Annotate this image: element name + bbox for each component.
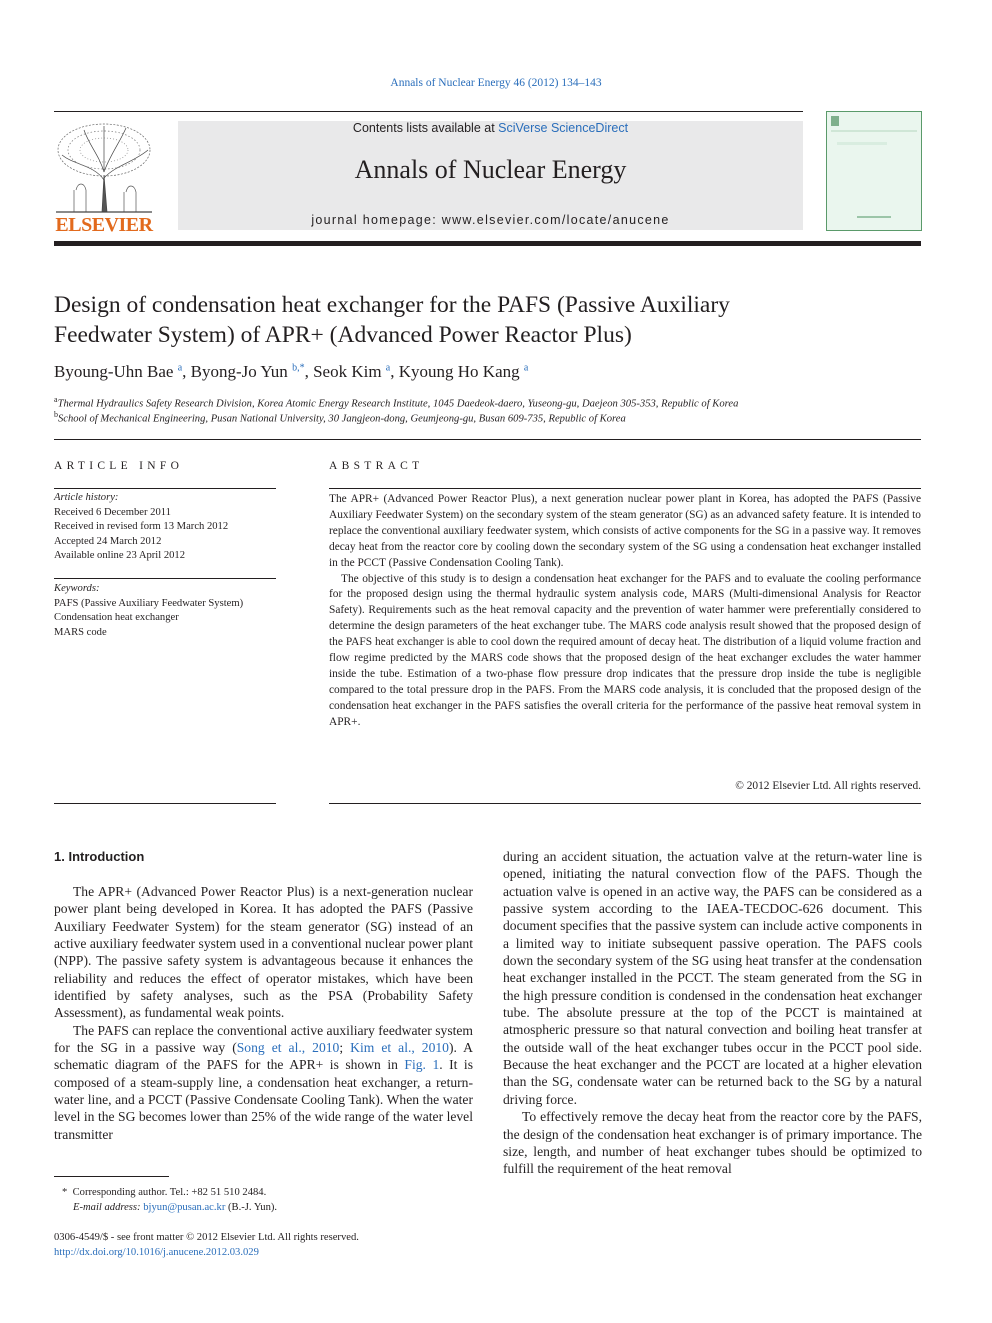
author-name[interactable]: Seok Kim xyxy=(313,362,382,381)
citation-separator: ; xyxy=(339,1040,351,1056)
abstract-heading: ABSTRACT xyxy=(329,460,424,472)
history-item: Available online 23 April 2012 xyxy=(54,550,186,561)
body-paragraph: The APR+ (Advanced Power Reactor Plus) is a next-generation nuclear power plant being developed in Korea. It has adopted the PAFS (Passive Auxiliary Feedwater System) for the steam generator (SG) instead of an active auxiliary feedwater system used in a conventional nuclear power plant (NPP). The passive safety system is advantageous because it enhances the reliability and reduces the effect of operator mistakes, which have been identified by safety analyses, such as the PSA (Probability Safety Assessment), as fundamental weak points. xyxy=(54,884,473,1021)
paragraph-text: . It is composed of a steam-supply line, a condensation heat exchanger, a return-water line, and a PCCT (Passive Condensate Cooling Tank). When the water level in the SG becomes lower than 25% of the wide range of the water level transmitter xyxy=(54,1057,473,1142)
paragraph-text: The PAFS can replace the conventional active auxiliary feedwater system for the SG in a passive way ( xyxy=(54,1022,473,1056)
article-title xyxy=(54,290,934,350)
abstract-copyright: © 2012 Elsevier Ltd. All rights reserved. xyxy=(735,780,921,792)
body-paragraph: during an accident situation, the actuation valve at the return-water line is opened, initiating the natural convection flow of the PAFS. Though the actuation valve is opened in an active way, the PAFS can be considered as a passive system according to the IAEA-TECDOC-626 document. This document specifies that the passive system can include active components in a limited way to initiate subsequent passive operation. The PAFS cools down the secondary system of the SG using heat transfer at the condensation heat exchanger installed in the PCCT. The steam generated from the SG in the high pressure condition is condensed in the condensation heat exchanger tube. The absolute pressure at the top of the PCCT is maintained at atmospheric pressure so that natural convection and boiling heat transfer at the outside wall of the heat exchanger tubes occur in the PCCT pool side. Because the heat exchanger and the PCCT are located at a higher elevation than the SG, condensate water can be returned back to the SG by a natural driving force. xyxy=(503,849,922,1107)
sciencedirect-link[interactable]: SciVerse ScienceDirect xyxy=(498,121,629,135)
article-title-line-1: Design of condensation heat exchanger for the PAFS (Passive Auxiliary xyxy=(54,292,730,318)
affiliation-text: Thermal Hydraulics Safety Research Division, Korea Atomic Energy Research Institute, 1045 Daedeok-daero, Yuseong-gu, Daejeon 305-353, Republic of Korea xyxy=(57,398,739,410)
journal-homepage[interactable]: journal homepage: www.elsevier.com/locate/anucene xyxy=(311,213,670,227)
contents-line xyxy=(178,121,803,135)
journal-title: Annals of Nuclear Energy xyxy=(354,155,627,184)
author-affiliation-mark[interactable]: a xyxy=(177,362,183,374)
keywords-label: Keywords: xyxy=(54,583,100,594)
body-left-column xyxy=(54,883,473,1143)
affiliation-mark: b xyxy=(54,410,58,419)
email-line xyxy=(54,1200,354,1215)
doi-link[interactable]: http://dx.doi.org/10.1016/j.anucene.2012.03.029 xyxy=(54,1247,259,1258)
abstract-rule xyxy=(329,488,921,489)
journal-cover-thumbnail[interactable] xyxy=(826,111,922,231)
body-paragraph: To effectively remove the decay heat from the reactor core by the PAFS, the design of the condensation heat exchanger is of primary importance. The size, length, and number of heat exchanger tubes should be optimized to fulfill the requirement of the heat removal xyxy=(503,1109,922,1177)
citation-link[interactable]: Song et al., 2010 xyxy=(236,1040,340,1056)
keyword-item: PAFS (Passive Auxiliary Feedwater System) xyxy=(54,597,244,609)
corresponding-text: Corresponding author. Tel.: +82 51 510 2484. xyxy=(72,1187,267,1198)
keyword-item: MARS code xyxy=(54,626,107,638)
article-history xyxy=(54,491,276,564)
footnote-rule xyxy=(54,1176,169,1177)
citation-link[interactable]: Kim et al., 2010 xyxy=(350,1040,449,1056)
journal-reference[interactable]: Annals of Nuclear Energy 46 (2012) 134–143 xyxy=(390,77,602,89)
keywords-block xyxy=(54,582,276,640)
affiliation-text: School of Mechanical Engineering, Pusan National University, 30 Jangjeon-dong, Geumjeong-gu, Busan 609-735, Republic of Korea xyxy=(58,413,626,425)
author-affiliation-mark[interactable]: a xyxy=(523,362,529,374)
email-link[interactable]: bjyun@pusan.ac.kr xyxy=(143,1202,226,1213)
article-info-heading: ARTICLE INFO xyxy=(54,460,184,472)
section-heading: 1. Introduction xyxy=(54,849,145,864)
author-name[interactable]: Byoung-Uhn Bae xyxy=(54,362,174,381)
author-name[interactable]: Kyoung Ho Kang xyxy=(398,362,520,381)
keyword-item: Condensation heat exchanger xyxy=(54,612,179,623)
elsevier-logo xyxy=(54,120,154,234)
front-matter xyxy=(54,1230,474,1260)
email-label: E-mail address: xyxy=(73,1202,141,1213)
title-divider xyxy=(54,439,921,440)
history-item: Received 6 December 2011 xyxy=(54,506,171,518)
body-paragraph xyxy=(54,1022,473,1143)
abstract-body xyxy=(329,492,921,731)
author-name[interactable]: Byong-Jo Yun xyxy=(190,362,288,381)
abstract-bottom-rule xyxy=(329,803,921,804)
affiliation-mark: a xyxy=(54,395,58,404)
article-info-rule xyxy=(54,488,276,489)
author-affiliation-mark[interactable]: b,* xyxy=(292,362,305,374)
article-history-label: Article history: xyxy=(54,492,119,503)
abstract-paragraph: The APR+ (Advanced Power Reactor Plus), a next generation nuclear power plant in Korea, has adopted the PAFS (Passive Auxiliary Feedwater System) on the secondary system of the steam generator (SG) as an advanced safety feature. It is intended to replace the conventional auxiliary feedwater system, which consists of active components for the SG in a passive way. It removes decay heat from the reactor core by cooling down the secondary system of the SG using a condensation heat exchanger installed in the PCCT (Passive Condensation Cooling Tank). xyxy=(329,493,921,569)
affiliation-a xyxy=(54,395,934,410)
article-title-line-2: Feedwater System) of APR+ (Advanced Power Reactor Plus) xyxy=(54,322,632,348)
body-right-column xyxy=(503,848,922,1178)
article-info-bottom-rule xyxy=(54,803,276,804)
history-item: Accepted 24 March 2012 xyxy=(54,535,162,547)
contents-prefix: Contents lists available at xyxy=(352,121,499,135)
cover-image-icon xyxy=(827,112,921,230)
journal-banner xyxy=(178,121,803,230)
elsevier-wordmark: ELSEVIER xyxy=(55,214,153,236)
keywords-rule xyxy=(54,578,276,579)
author-affiliation-mark[interactable]: a xyxy=(385,362,391,374)
header-top-rule xyxy=(54,111,803,112)
figure-link[interactable]: Fig. 1 xyxy=(404,1057,440,1073)
corresponding-author-note xyxy=(54,1185,354,1215)
corresponding-author-line: * Corresponding author. Tel.: +82 51 510 2484. xyxy=(62,1187,267,1198)
issn-line: 0306-4549/$ - see front matter © 2012 Elsevier Ltd. All rights reserved. xyxy=(54,1232,359,1243)
elsevier-tree-icon xyxy=(54,120,154,214)
paragraph-text: ). A schematic diagram of the PAFS for the APR+ is shown in xyxy=(54,1040,473,1073)
abstract-paragraph: The objective of this study is to design a condensation heat exchanger for the PAFS and to evaluate the cooling performance for the proposed design using the thermal hydraulic system analysis code, MARS (Multi-dimensional Analysis for Reactor Safety). Requirements such as the heat removal capacity and the prevention of water hammer were preferentially considered to determine the design parameters of the heat exchanger tube. The MARS code analysis result showed that the proposed design of the PAFS heat exchanger is able to cool down the required amount of decay heat. The distribution of a liquid volume fraction and flow regime predicted by the MARS code shows that the proposed design of the heat exchanger excludes the water hammer inside the tube. Estimation of a two-phase flow pressure drop indicates that the pressure drop inside the tube is negligible compared to the total pressure drop in the PAFS. From the MARS code analysis, it is concluded that the proposed design of the condensation heat exchanger in the PAFS satisfies the overall criteria for the performance of the passive heat removal system in APR+. xyxy=(329,572,921,728)
history-item: Received in revised form 13 March 2012 xyxy=(54,521,229,532)
author-list: Byoung-Uhn Bae $^a$, Byong-Jo Yun $^{b,*}$, Seok Kim $^a$, Kyoung Ho Kang $^a$ xyxy=(54,362,529,381)
email-suffix: (B.-J. Yun). xyxy=(225,1202,278,1213)
header-bottom-rule xyxy=(54,241,921,246)
affiliation-b xyxy=(54,410,934,425)
